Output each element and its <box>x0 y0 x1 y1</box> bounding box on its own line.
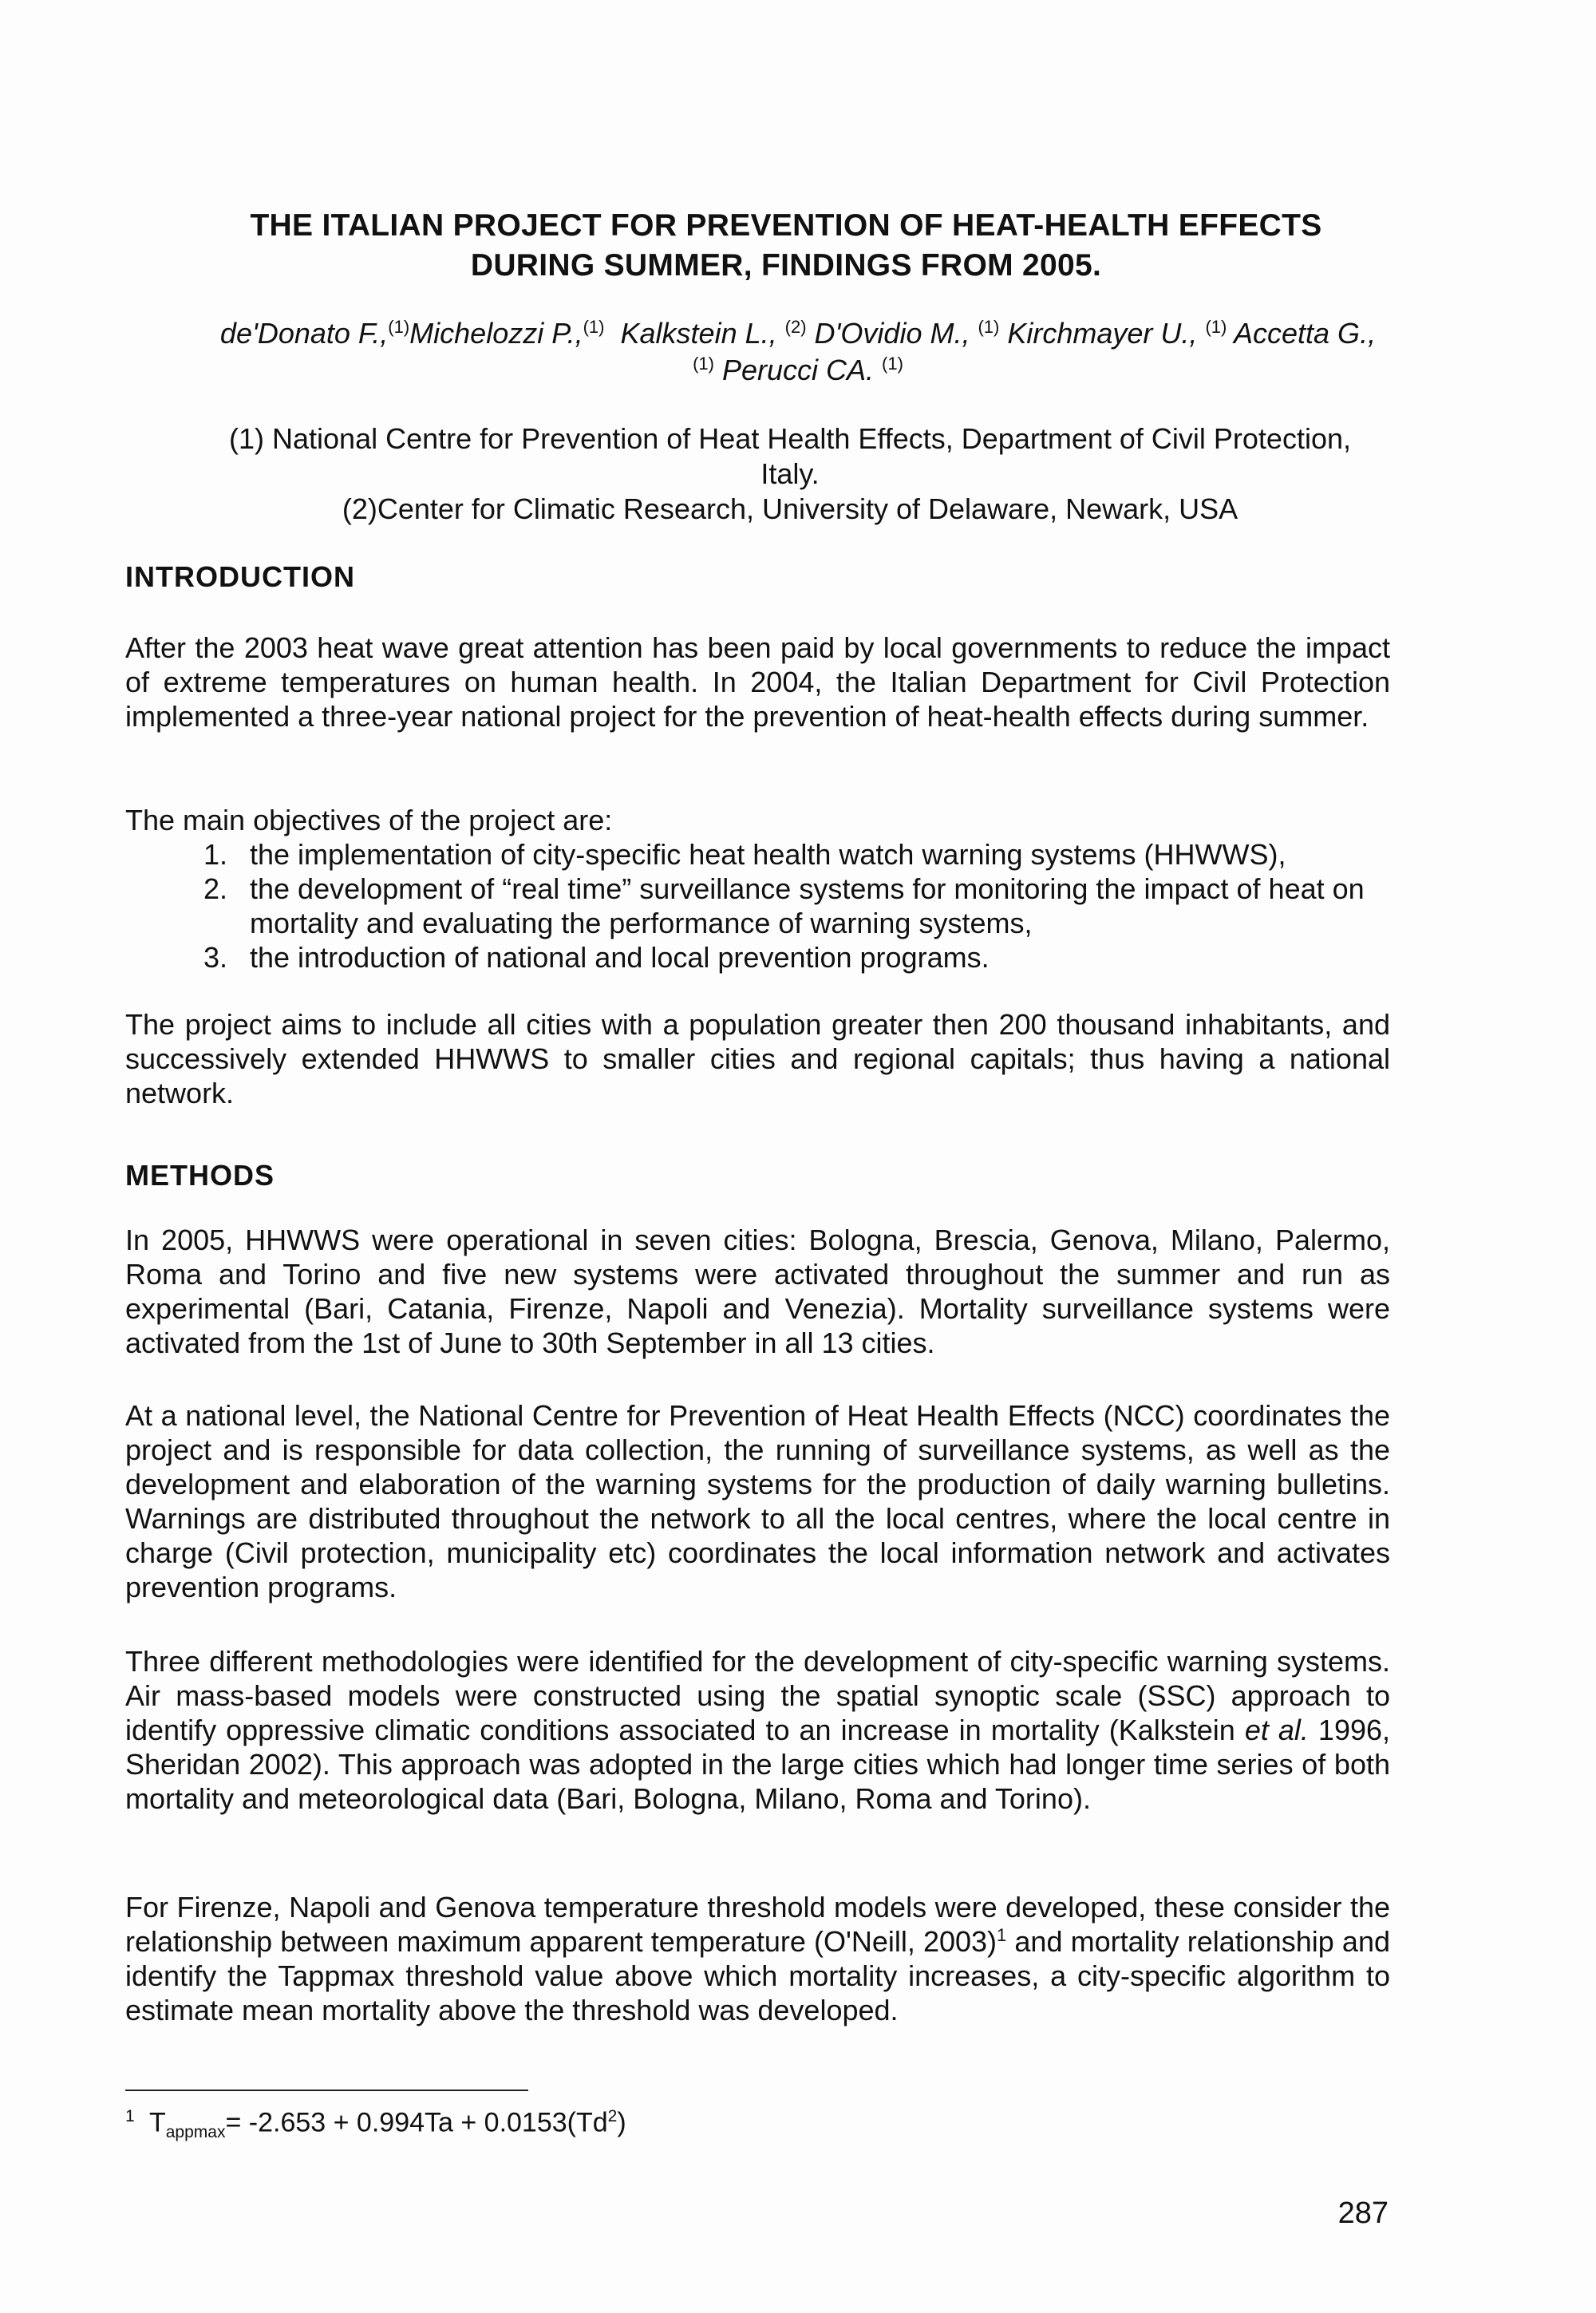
footnote-mark: 1 <box>125 2107 135 2125</box>
methods-paragraph-3 <box>125 1644 1390 1816</box>
footnote <box>125 2099 626 2150</box>
footnote-superscript: 2 <box>607 2107 618 2125</box>
author-affiliation-mark: (1) <box>882 354 903 374</box>
author-name: Kalkstein L., <box>620 317 777 350</box>
title-line-1: THE ITALIAN PROJECT FOR PREVENTION OF HEAT-HEALTH EFFECTS <box>250 208 1322 243</box>
methods-paragraph-3-text: 1996, Sheridan 2002). This approach was adopted in the large cities which had longer time series of both mortality and meteorological data (Bari, Bologna, Milano, Roma and Torino). <box>125 1714 1391 1815</box>
author-affiliation-mark: (1) <box>388 317 410 337</box>
footnote-divider <box>125 2090 528 2091</box>
author-name: D'Ovidio M., <box>814 317 970 350</box>
methods-paragraph-4-text: and mortality relationship and identify the Tappmax threshold value above which mortality increases, a city-specific algorithm to estimate mean mortality above the threshold was developed. <box>125 1925 1390 2026</box>
footnote-variable: T <box>148 2107 166 2138</box>
objectives-block <box>125 803 1390 975</box>
affiliation-1-line-1: (1) National Centre for Prevention of Heat Health Effects, Department of Civil Protection, <box>229 422 1351 455</box>
affiliation-2: (2)Center for Climatic Research, University of Delaware, Newark, USA <box>342 492 1238 525</box>
author-name: Perucci CA. <box>721 354 875 386</box>
section-heading-methods: METHODS <box>125 1159 275 1192</box>
author-affiliation-mark: (1) <box>1205 317 1227 337</box>
methods-paragraph-3-text: Three different methodologies were identified for the development of city-specific warning systems. Air mass-based models were constructed using the spatial synoptic scale (SSC) approach to identify oppressive climatic conditions associated to an increase in mortality (Kalkstein <box>125 1645 1390 1746</box>
methods-paragraph-1: In 2005, HHWWS were operational in seven cities: Bologna, Brescia, Genova, Milano, Palermo, Roma and Torino and five new systems were activated throughout the summer and run as experimental (Bari, Catania, Firenze, Napoli and Venezia). Mortality surveillance systems were activated from the 1st of June to 30th September in all 13 cities. <box>125 1224 1390 1359</box>
author-name: Accetta G., <box>1234 317 1377 350</box>
paper-title <box>128 206 1444 286</box>
section-heading-introduction: INTRODUCTION <box>125 560 355 593</box>
methods-paragraph-2: At a national level, the National Centre for Prevention of Heat Health Effects (NCC) coordinates the project and is responsible for data collection, the running of surveillance systems, as well as the development and elaboration of the warning systems for the production of daily warning bulletins. Warnings are distributed throughout the network to all the local centres, where the local centre in charge (Civil protection, municipality etc) coordinates the local information network and activates prevention programs. <box>125 1399 1390 1603</box>
author-affiliation-mark: (2) <box>784 317 807 337</box>
title-line-2: DURING SUMMER, FINDINGS FROM 2005. <box>470 248 1102 283</box>
methods-paragraph-4-text: For Firenze, Napoli and Genova temperature threshold models were developed, these consider the relationship between maximum apparent temperature (O'Neill, 2003) <box>125 1891 1390 1958</box>
author-name: Kirchmayer U., <box>1007 317 1198 350</box>
authors-line-1 <box>120 315 1476 352</box>
list-item: 3. the introduction of national and local prevention programs. <box>235 940 1390 975</box>
intro-paragraph-1: After the 2003 heat wave great attention has been paid by local governments to reduce the impact of extreme temperatures on human health. In 2004, the Italian Department for Civil Protection implemented a three-year national project for the prevention of heat-health effects during summer. <box>125 631 1390 733</box>
authors-line-2 <box>120 352 1476 389</box>
list-item: 2. the development of “real time” surveillance systems for monitoring the impact of heat on mortality and evaluating the performance of warning systems, <box>235 872 1390 940</box>
author-affiliation-mark: (1) <box>583 317 605 337</box>
footnote-formula: = -2.653 + 0.994Ta + 0.0153(Td <box>225 2107 608 2138</box>
footnote-reference: 1 <box>997 1925 1007 1945</box>
affiliations <box>128 421 1452 527</box>
footnote-subscript: appmax <box>165 2123 226 2142</box>
author-affiliation-mark: (1) <box>693 354 714 374</box>
page-number: 287 <box>1337 2196 1389 2230</box>
footnote-formula-end: ) <box>617 2107 626 2138</box>
author-name: de'Donato F., <box>219 317 389 350</box>
author-affiliation-mark: (1) <box>978 317 1000 337</box>
et-al-italic: et al. <box>1244 1714 1309 1746</box>
objectives-intro: The main objectives of the project are: <box>125 804 613 836</box>
author-list <box>120 315 1476 389</box>
list-item: 1. the implementation of city-specific heat health watch warning systems (HHWWS), <box>235 837 1390 872</box>
objectives-list <box>125 837 1390 975</box>
methods-paragraph-4 <box>125 1890 1390 2027</box>
intro-paragraph-3: The project aims to include all cities with a population greater then 200 thousand inhabitants, and successively extended HHWWS to smaller cities and regional capitals; thus having a national network. <box>125 1008 1390 1109</box>
affiliation-1-line-2: Italy. <box>760 457 820 490</box>
author-name: Michelozzi P., <box>409 317 583 350</box>
